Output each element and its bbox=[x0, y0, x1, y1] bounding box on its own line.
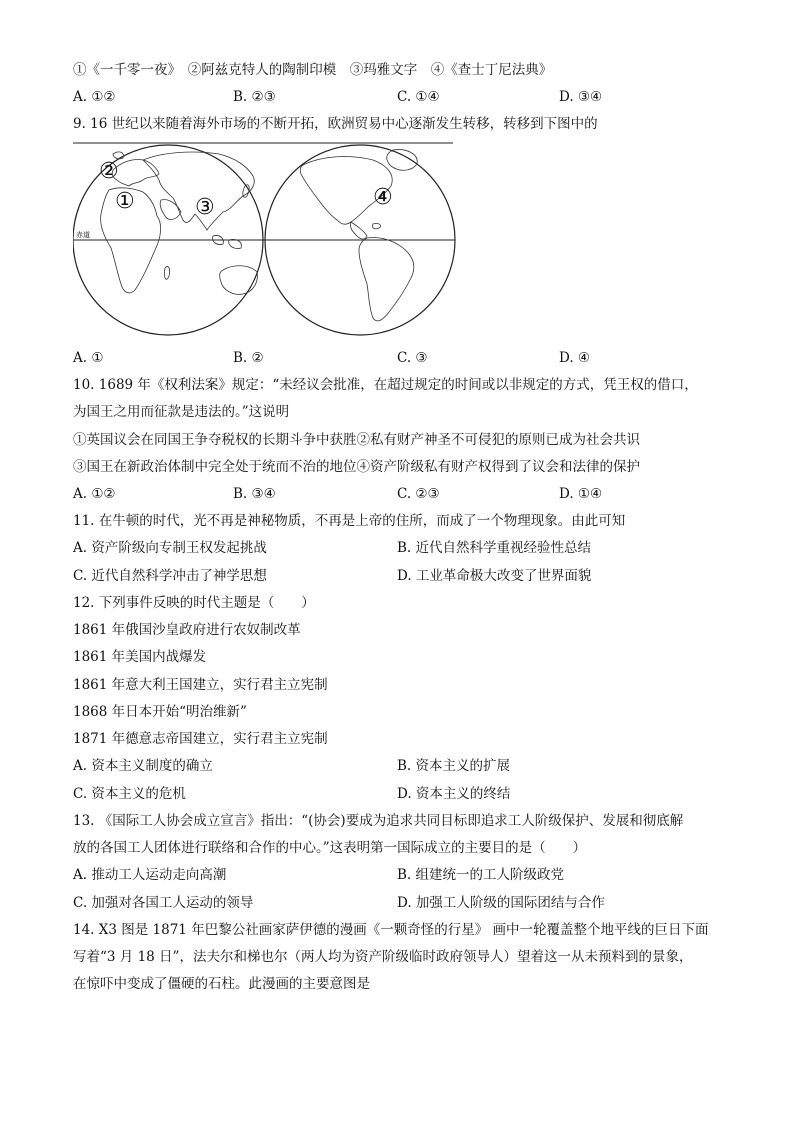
q10-option-a[interactable]: A. ①② bbox=[73, 486, 116, 502]
q8-option-c[interactable]: C. ①④ bbox=[397, 89, 440, 105]
q12-option-a[interactable]: A. 资本主义制度的确立 bbox=[73, 758, 213, 774]
q11-option-c[interactable]: C. 近代自然科学冲击了神学思想 bbox=[73, 568, 267, 584]
q8-items: ①《一千零一夜》 ②阿兹克特人的陶制印模 ③玛雅文字 ④《查士丁尼法典》 bbox=[73, 62, 553, 78]
q11-options-row1 bbox=[73, 539, 723, 557]
q10-statements-2: ③国王在新政治体制中完全处于统而不治的地位④资产阶级私有财产权得到了议会和法律的保护 bbox=[73, 459, 640, 475]
q14-stem-line1: 14. X3 图是 1871 年巴黎公社画家萨伊德的漫画《一颗奇怪的行星》 画中一轮覆盖整个地平线的巨日下面 bbox=[73, 922, 709, 938]
q12-event: 1861 年意大利王国建立，实行君主立宪制 bbox=[73, 677, 328, 693]
q11-option-d[interactable]: D. 工业革命极大改变了世界面貌 bbox=[397, 568, 592, 584]
q9-option-c[interactable]: C. ③ bbox=[397, 350, 428, 366]
q12-event: 1861 年俄国沙皇政府进行农奴制改革 bbox=[73, 622, 301, 638]
q13-option-a[interactable]: A. 推动工人运动走向高潮 bbox=[73, 867, 227, 883]
western-landmasses bbox=[300, 150, 417, 321]
marker-3: ③ bbox=[195, 195, 215, 220]
q12-options-row1 bbox=[73, 757, 723, 775]
q13-option-d[interactable]: D. 加强工人阶级的国际团结与合作 bbox=[397, 895, 605, 911]
q10-stem-line1: 10. 1689 年《权利法案》规定：“未经议会批准，在超过规定的时间或以非规定的方式，凭王权的借口， bbox=[73, 377, 698, 393]
q9-options bbox=[73, 349, 723, 367]
q12-options-row2 bbox=[73, 785, 723, 803]
q8-option-d[interactable]: D. ③④ bbox=[559, 89, 603, 105]
q10-option-d[interactable]: D. ①④ bbox=[559, 486, 603, 502]
eastern-landmasses bbox=[101, 152, 258, 294]
q11-option-b[interactable]: B. 近代自然科学重视经验性总结 bbox=[397, 540, 592, 556]
q8-options bbox=[73, 88, 723, 106]
q8-option-b[interactable]: B. ②③ bbox=[233, 89, 276, 105]
q12-event: 1861 年美国内战爆发 bbox=[73, 649, 207, 665]
q12-event: 1871 年德意志帝国建立，实行君主立宪制 bbox=[73, 731, 328, 747]
q11-option-a[interactable]: A. 资产阶级向专制王权发起挑战 bbox=[73, 540, 267, 556]
q9-option-a[interactable]: A. ① bbox=[73, 350, 104, 366]
q12-option-b[interactable]: B. 资本主义的扩展 bbox=[397, 758, 511, 774]
q12-option-d[interactable]: D. 资本主义的终结 bbox=[397, 786, 511, 802]
q10-statements-1: ①英国议会在同国王争夺税权的长期斗争中获胜②私有财产神圣不可侵犯的原则已成为社会共识 bbox=[73, 432, 640, 448]
q13-options-row2 bbox=[73, 894, 723, 912]
q10-option-c[interactable]: C. ②③ bbox=[397, 486, 440, 502]
q14-stem-line2: 写着“3 月 18 日”，法夫尔和梯也尔（两人均为资产阶级临时政府领导人）望着这一从未预料到的景象， bbox=[73, 949, 693, 965]
q12-event: 1868 年日本开始“明治维新” bbox=[73, 704, 247, 720]
q12-stem: 12. 下列事件反映的时代主题是（ ） bbox=[73, 595, 315, 611]
q8-option-a[interactable]: A. ①② bbox=[73, 89, 116, 105]
q9-option-b[interactable]: B. ② bbox=[233, 350, 264, 366]
q10-stem-line2: 为国王之用而征款是违法的。”这说明 bbox=[73, 404, 290, 420]
q9-stem: 9. 16 世纪以来随着海外市场的不断开拓，欧洲贸易中心逐渐发生转移，转移到下图中的 bbox=[73, 116, 598, 132]
marker-1: ① bbox=[115, 189, 135, 214]
q10-option-b[interactable]: B. ③④ bbox=[233, 486, 276, 502]
q9-option-d[interactable]: D. ④ bbox=[559, 350, 591, 366]
q13-option-c[interactable]: C. 加强对各国工人运动的领导 bbox=[73, 895, 254, 911]
marker-4: ④ bbox=[373, 185, 393, 210]
q13-option-b[interactable]: B. 组建统一的工人阶级政党 bbox=[397, 867, 565, 883]
equator-label: 赤道 bbox=[76, 231, 90, 239]
q10-options bbox=[73, 485, 723, 503]
marker-2: ② bbox=[99, 159, 119, 184]
q13-stem-line2: 放的各国工人团体进行联络和合作的中心。”这表明第一国际成立的主要目的是（ ） bbox=[73, 840, 587, 856]
q14-stem-line3: 在惊吓中变成了僵硬的石柱。此漫画的主要意图是 bbox=[73, 976, 370, 992]
q13-stem-line1: 13. 《国际工人协会成立宣言》指出：“(协会)要成为追求共同目标即追求工人阶级保护、发展和彻底解 bbox=[73, 813, 684, 829]
q11-options-row2 bbox=[73, 567, 723, 585]
q11-stem: 11. 在牛顿的时代，光不再是神秘物质，不再是上帝的住所，而成了一个物理现象。由此可知 bbox=[73, 513, 626, 529]
world-map-figure bbox=[73, 140, 473, 338]
q13-options-row1 bbox=[73, 866, 723, 884]
q12-option-c[interactable]: C. 资本主义的危机 bbox=[73, 786, 186, 802]
